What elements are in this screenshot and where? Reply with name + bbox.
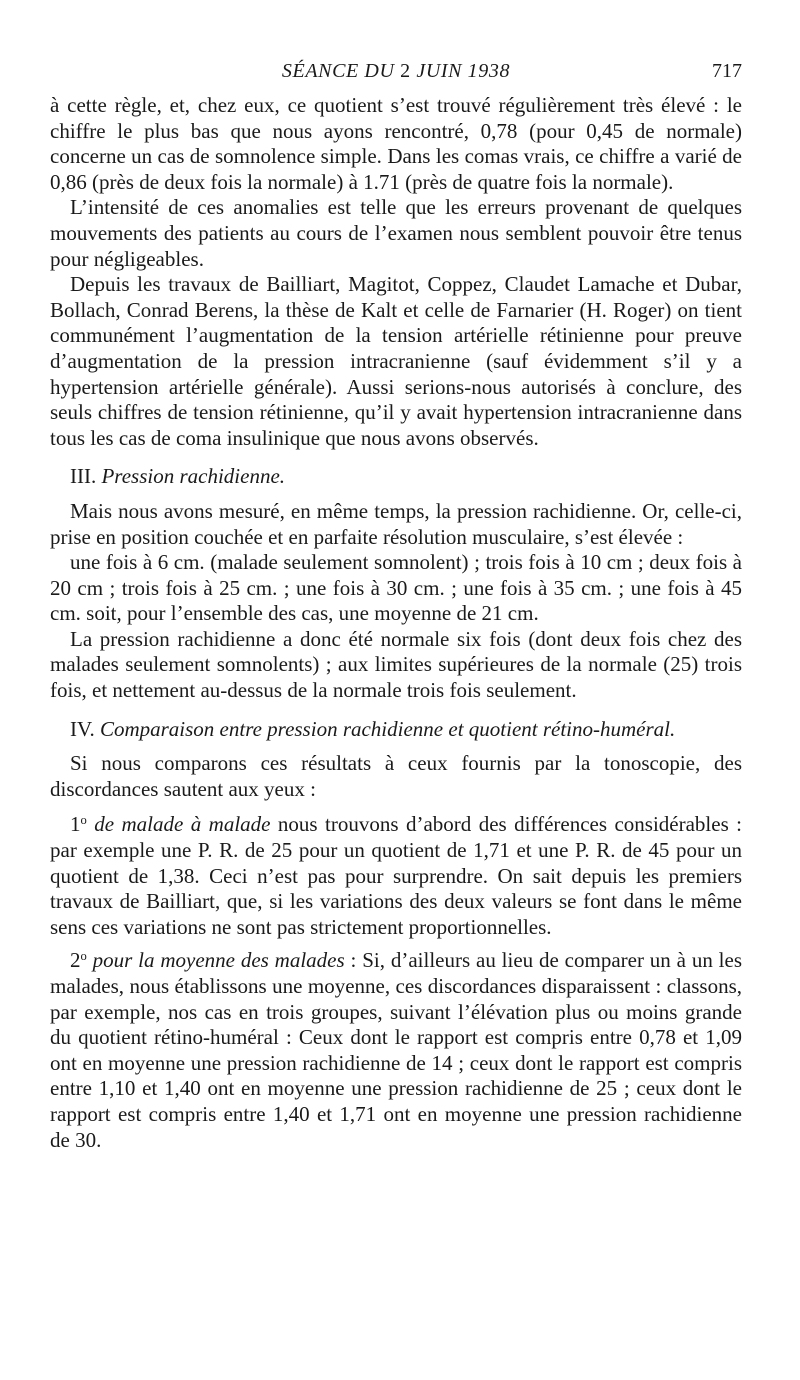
section-heading-iii: [50, 464, 742, 490]
point-number: 1: [70, 812, 81, 837]
running-title: [50, 60, 742, 83]
point-number: 2: [70, 948, 81, 973]
section-title: Comparaison entre pression rachidienne et quotient rétino-huméral.: [99, 716, 676, 741]
paragraph-values: une fois à 6 cm. (malade seulement somnolent) ; trois fois à 10 cm ; deux fois à 20 cm ; trois fois à 25 cm. ; une fois à 30 cm. ; une fois à 35 cm. ; une fois à 45 cm. soit, pour l’ensemble des cas, une moyenne de 21 cm.: [50, 550, 742, 626]
paragraph-summary: La pression rachidienne a donc été normale six fois (dont deux fois chez des malades seulement somnolents) ; aux limites supérieures de la normale (25) trois fois, et nettement au-dessus de la normale trois fois seulement.: [50, 626, 742, 703]
paragraph-comparison-intro: Si nous comparons ces résultats à ceux fournis par la tonoscopie, des discordances sautent aux yeux :: [50, 751, 742, 801]
paragraph-point-1: [50, 812, 742, 940]
ordinal-marker: o: [80, 949, 87, 964]
point-text: nous trouvons d’abord des différences considérables : par exemple une P. R. de 25 pour un quotient de 1,71 et une P. R. de 45 pour un quotient de 1,38. Ceci n’est pas pour surprendre. On sait depuis les premiers travaux de Bailliart, que, si les variations des deux valeurs se font dans le même sens ces variations ne sont pas strictement proportionnelles.: [50, 812, 743, 939]
paragraph-prior-work: Depuis les travaux de Bailliart, Magitot, Coppez, Claudet Lamache et Dubar, Bollach, Conrad Berens, la thèse de Kalt et celle de Farnarier (H. Roger) on tient communément l’augmentation de la tension artérielle rétinienne pour preuve d’augmentation de la pression intracranienne (sauf évidemment s’il y a hypertension artérielle générale). Aussi serions-nous autorisés à conclure, des seuls chiffres de tension rétinienne, qu’il y avait hypertension intracranienne dans tous les cas de coma insulinique que nous avons observés.: [50, 272, 742, 450]
ordinal-marker: o: [80, 813, 87, 828]
page-number: 717: [712, 60, 742, 82]
section-number: III.: [70, 464, 97, 489]
paragraph-continuation: à cette règle, et, chez eux, ce quotient s’est trouvé régulièrement très élevé : le chiffre le plus bas que nous ayons rencontré, 0,78 (pour 0,45 de normale) concerne un cas de somnolence simple. Dans les comas vrais, ce chiffre a varié de 0,86 (près de deux fois la normale) à 1.71 (près de quatre fois la normale).: [50, 93, 742, 194]
section-heading-iv: [50, 717, 742, 743]
running-title-day: 2: [400, 60, 411, 82]
running-title-prefix: SÉANCE DU: [281, 60, 395, 82]
point-text: : Si, d’ailleurs au lieu de comparer un à un les malades, nous établissons une moyenne, ces discordances disparaissent : classons, par exemple, nos cas en trois groupes, suivant l’élévation plus ou moins grande du quotient rétino-huméral : Ceux dont le rapport est compris entre 0,78 et 1,09 ont en moyenne une pression rachidienne de 14 ; ceux dont le rapport est compris entre 1,10 et 1,40 ont en moyenne une pression rachidienne de 25 ; ceux dont le rapport est compris entre 1,40 et 1,71 ont en moyenne une pression rachidienne de 30.: [50, 948, 743, 1152]
paragraph-point-2: [50, 948, 742, 1153]
point-title: pour la moyenne des malades: [92, 948, 345, 973]
paragraph-intensity: L’intensité de ces anomalies est telle que les erreurs provenant de quelques mouvements des patients au cours de l’examen nous semblent pouvoir être tenus pour négligeables.: [50, 195, 742, 271]
paragraph-measurement: Mais nous avons mesuré, en même temps, la pression rachidienne. Or, celle-ci, prise en position couchée et en parfaite résolution musculaire, s’est élevée :: [50, 498, 742, 549]
section-title: Pression rachidienne.: [101, 464, 286, 489]
page-body: [50, 93, 742, 1153]
running-title-suffix: JUIN 1938: [416, 60, 511, 82]
page-header: [50, 60, 742, 88]
point-title: de malade à malade: [94, 812, 271, 837]
section-number: IV.: [70, 716, 95, 741]
